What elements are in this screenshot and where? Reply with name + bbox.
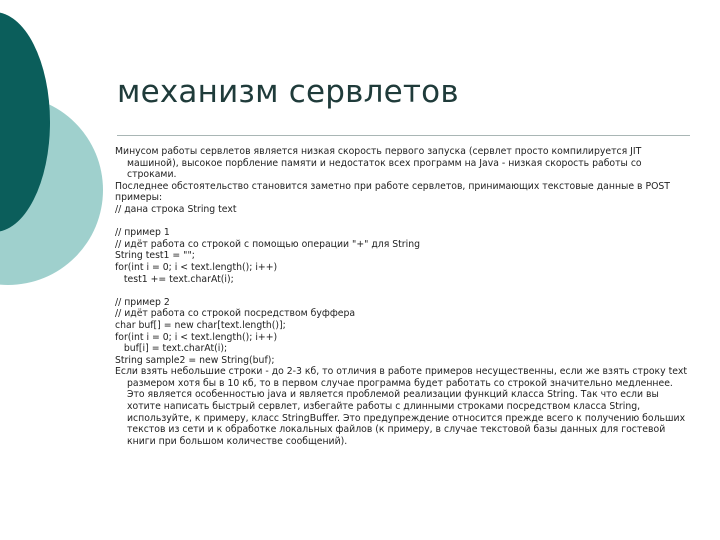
blank-line [115, 285, 690, 297]
body-line: Если взять небольшие строки - до 2-3 кб, то отличия в работе примеров несущественны, если же взять строку text размером хотя бы в 10 кб, то в первом случае программа будет работать со строкой значительно медленнее. Это является особенностью java и является проблемой реализации функций класса String. Так что если вы хотите написать быстрый сервлет, избегайте работы с длинными строками посредством класса String, используйте, к примеру, класс StringBuffer. Это предупреждение относится прежде всего к получению больших текстов из сети и к обработке локальных файлов (к примеру, в случае текстовой базы данных для гостевой книги при большом количестве сообщений). [115, 366, 687, 447]
body-line: // идёт работа со строкой посредством буффера [115, 308, 356, 320]
body-line: примеры: [115, 192, 163, 204]
body-line: String sample2 = new String(buf); [115, 354, 275, 366]
body-line: buf[i] = text.charAt(i); [115, 343, 228, 355]
slide-title: механизм сервлетов [117, 74, 459, 110]
body-line: // идёт работа со строкой с помощью операции "+" для String [115, 238, 421, 250]
slide-body [115, 146, 690, 447]
body-line: char buf[] = new char[text.length()]; [115, 319, 286, 331]
body-line: for(int i = 0; i < text.length(); i++) [115, 261, 278, 273]
body-line: Минусом работы сервлетов является низкая скорость первого запуска (сервлет просто компилируется JIT машиной), высокое порбление памяти и недостаток всех программ на Java - низкая скорость работы со строками. [115, 146, 642, 181]
title-divider [117, 135, 690, 136]
body-line: String test1 = ""; [115, 250, 195, 262]
blank-line [115, 216, 690, 228]
decorative-circles [0, 0, 120, 360]
body-line: // пример 2 [115, 296, 170, 308]
body-line: Последнее обстоятельство становится заметно при работе сервлетов, принимающих текстовые данные в POST [115, 180, 670, 192]
body-line: // дана строка String text [115, 203, 237, 215]
body-line: test1 += text.charAt(i); [115, 273, 234, 285]
body-line: // пример 1 [115, 227, 170, 239]
body-line: for(int i = 0; i < text.length(); i++) [115, 331, 278, 343]
